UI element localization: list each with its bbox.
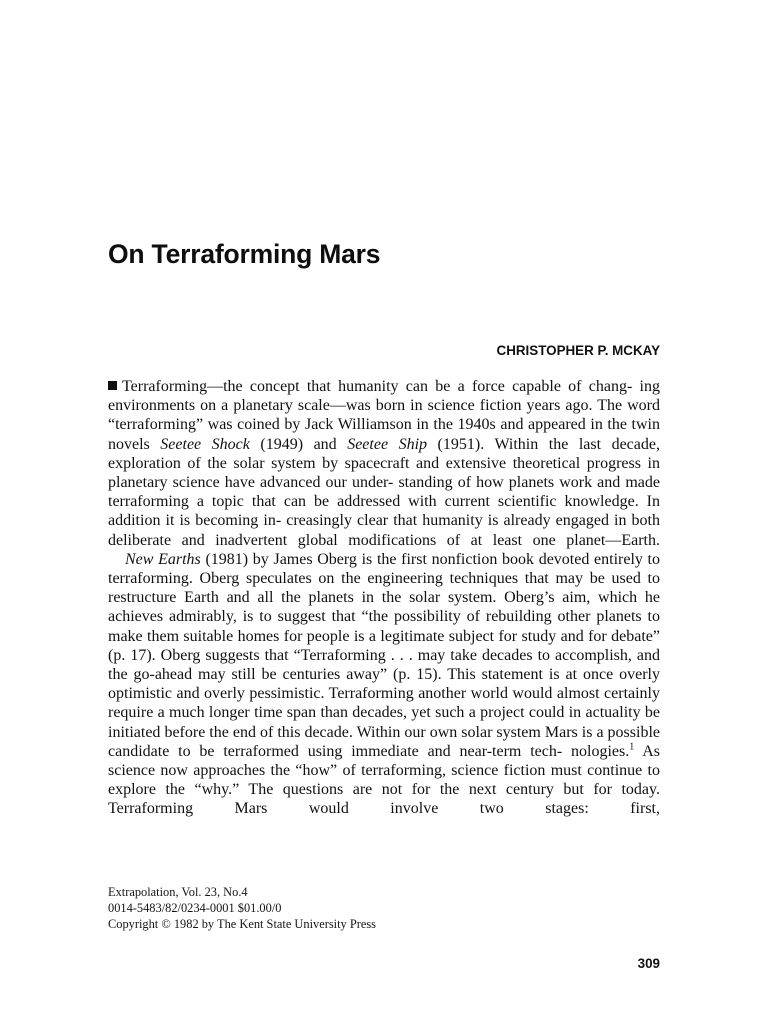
paragraph-2-text-2: As science now approaches the “how” of terraforming, science fiction must continue to explore the “why.” The questions are not for the next century but for today. Terraforming Mars would involve two stages: first, <box>108 742 660 818</box>
paragraph-1-text-2: (1949) and <box>249 435 348 453</box>
paragraph-1 <box>108 377 660 550</box>
paragraph-1-italic-title-1: Seetee Shock <box>160 435 250 453</box>
paragraph-2 <box>108 550 660 819</box>
author-name: CHRISTOPHER P. MCKAY <box>496 343 660 358</box>
article-body <box>108 377 660 819</box>
journal-citation: Extrapolation, Vol. 23, No.4 <box>108 885 248 899</box>
footnote-reference: 1 <box>629 741 635 753</box>
square-bullet-icon <box>108 381 117 390</box>
paragraph-2-text-1: (1981) by James Oberg is the first nonfiction book devoted entirely to terraforming. Oberg speculates on the engineering techniques that may be used to restructure Earth and all the planets in the solar system. Oberg’s aim, which he achieves admirably, is to suggest that “the possibility of rebuilding other planets to make them suitable homes for people is a legitimate subject for study and for debate” (p. 17). Oberg suggests that “Terraforming . . . may take decades to accomplish, and the go-ahead may still be centuries away” (p. 15). This statement is at once overly optimistic and overly pessimistic. Terraforming another world would almost certainly require a much longer time span than decades, yet such a project could in actuality be initiated before the end of this decade. Within our own solar system Mars is a possible candidate to be terraformed using immediate and near-term tech- nologies. <box>108 550 661 760</box>
page-number: 309 <box>637 956 660 971</box>
copyright-notice: Copyright © 1982 by The Kent State University Press <box>108 917 376 931</box>
paragraph-1-text-1: Terraforming—the concept that humanity can be a force capable of chang- ing environments on a planetary scale—was born in science fiction years ago. The word “terraforming” was coined by Jack Williamson in the 1940s and appeared in the twin novels <box>108 378 660 453</box>
article-code: 0014-5483/82/0234-0001 $01.00/0 <box>108 901 282 915</box>
paragraph-2-italic-title: New Earths <box>125 550 201 568</box>
paragraph-1-text-3: (1951). Within the last decade, exploration of the solar system by spacecraft and extensive theoretical progress in planetary science have advanced our under- standing of how planets work and made terraforming a topic that can be addressed with current scientific knowledge. In addition it is becoming in- creasingly clear that humanity is already engaged in both deliberate and inadvertent global modifications of at least one planet—Earth. <box>108 435 660 549</box>
publication-info <box>108 884 376 932</box>
paragraph-1-italic-title-2: Seetee Ship <box>347 435 428 453</box>
article-title: On Terraforming Mars <box>108 239 381 269</box>
